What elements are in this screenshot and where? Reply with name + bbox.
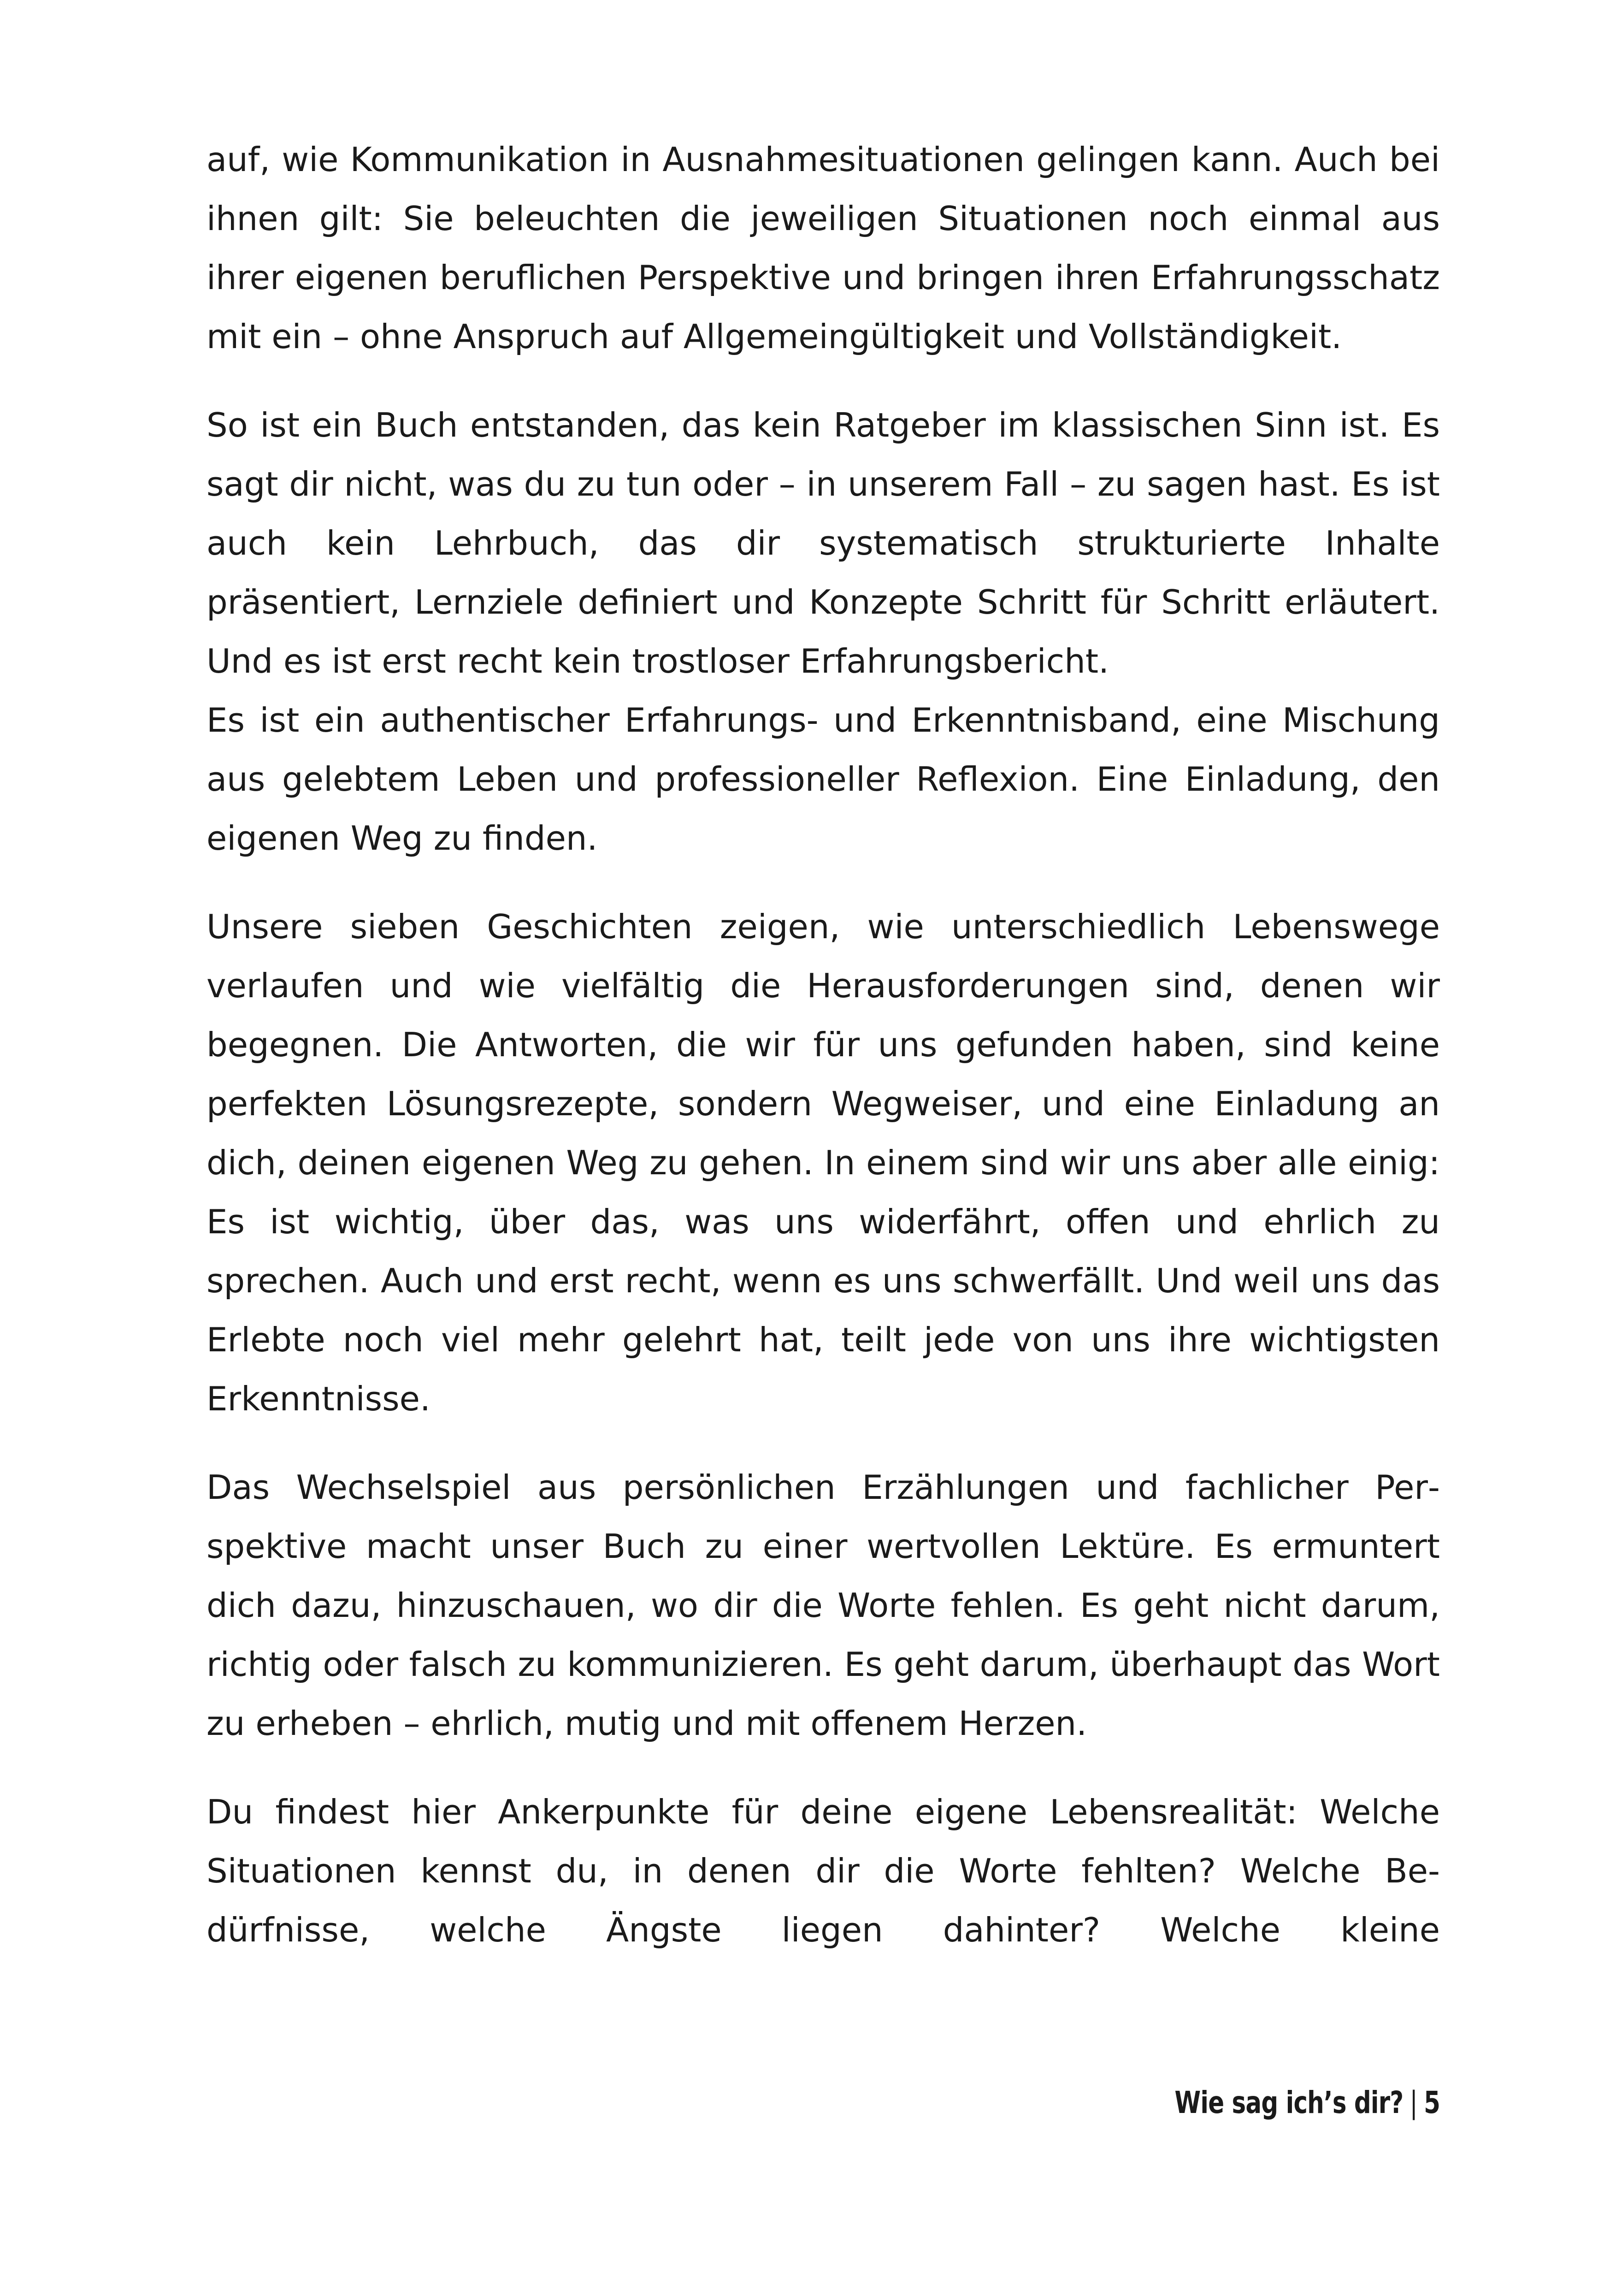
page-footer xyxy=(1174,2085,1440,2120)
paragraph-3: Es ist ein authentischer Erfahrungs- und Erkenntnisband, eine Mischung aus gelebtem Leben und professioneller Reflexion. Eine Einladung, den eigenen Weg zu finden. xyxy=(206,701,1440,858)
page-number: 5 xyxy=(1423,2085,1440,2120)
paragraph-2: So ist ein Buch entstanden, das kein Ratgeber im klassischen Sinn ist. Es sagt dir nicht, was du zu tun oder – in unserem Fall – zu sagen hast. Es ist auch kein Lehrbuch, das dir systematisch strukturierte Inhalte präsentiert, Lernziele definiert und Konzepte Schritt für Schritt erläutert. Und es ist erst recht kein trostloser Erfahrungsbericht. xyxy=(206,406,1440,681)
running-title: Wie sag ich’s dir? xyxy=(1174,2085,1404,2120)
paragraph-4: Unsere sieben Geschichten zeigen, wie unterschiedlich Lebenswege verlaufen und wie vielfältig die Herausforderungen sind, denen wir begegnen. Die Antworten, die wir für uns gefunden haben, sind keine perfekten Lösungsrezepte, sondern Wegweiser, und eine Einladung an dich, deinen eigenen Weg zu gehen. In einem sind wir uns aber alle einig: Es ist wichtig, über das, was uns widerfährt, offen und ehrlich zu sprechen. Auch und erst recht, wenn es uns schwerfällt. Und weil uns das Erlebte noch viel mehr gelehrt hat, teilt jede von uns ihre wichtigsten Erkenntnisse. xyxy=(206,907,1440,1418)
footer-separator: | xyxy=(1409,2085,1417,2120)
paragraph-1: auf, wie Kommunikation in Ausnahmesituationen gelingen kann. Auch bei ihnen gilt: Sie beleuchten die jeweiligen Situationen noch einmal aus ihrer eigenen beruflichen Perspektive und bringen ihren Erfahrungsschatz mit ein – ohne Anspruch auf Allgemeingültigkeit und Vollständigkeit. xyxy=(206,140,1440,356)
body-text xyxy=(206,130,1440,1989)
paragraph-5: Das Wechselspiel aus persönlichen Erzählungen und fachlicher Perspektive macht unser Buch zu einer wertvollen Lektüre. Es ermuntert dich dazu, hinzuschauen, wo dir die Worte fehlen. Es geht nicht darum, richtig oder falsch zu kommunizieren. Es geht darum, überhaupt das Wort zu erheben – ehrlich, mutig und mit offenem Herzen. xyxy=(206,1468,1440,1743)
paragraph-6: Du findest hier Ankerpunkte für deine eigene Lebensrealität: Welche Situationen kennst du, in denen dir die Worte fehlten? Welche Bedürfnisse, welche Ängste liegen dahinter? Welche kleine xyxy=(206,1793,1440,1949)
